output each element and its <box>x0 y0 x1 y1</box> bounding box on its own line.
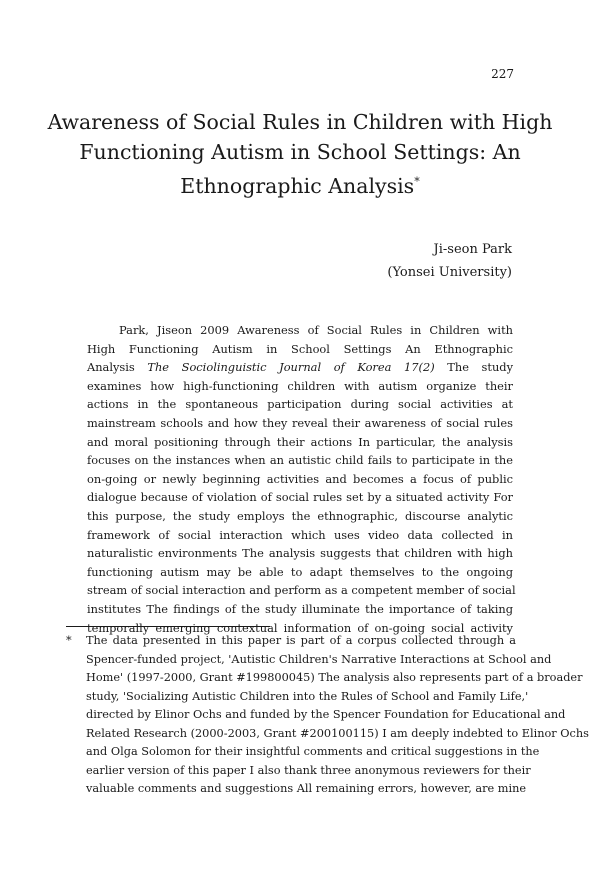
abstract-line: and moral positioning through their actions In particular, the analysis <box>87 434 513 449</box>
author-name: Ji-seon Park <box>433 242 512 257</box>
title-footnote-marker: * <box>414 175 420 188</box>
abstract-line: focuses on the instances when an autistic child fails to participate in the <box>87 453 513 468</box>
abstract-line-tail: The study <box>447 360 514 375</box>
abstract-line: this purpose, the study employs the ethnographic, discourse analytic <box>87 508 513 523</box>
abstract-line-with-journal <box>87 358 513 377</box>
footnote-marker: * <box>66 634 72 647</box>
footnote-line: Spencer-funded project, 'Autistic Children's Narrative Interactions at School and <box>86 652 552 666</box>
footnote-line: Home' (1997-2000, Grant #199800045) The analysis also represents part of a broader <box>86 671 583 684</box>
footnote-line: directed by Elinor Ochs and funded by the Spencer Foundation for Educational and <box>86 708 566 721</box>
footnote-body <box>86 632 589 799</box>
abstract-line: functioning autism may be able to adapt themselves to the ongoing <box>87 564 513 579</box>
abstract-line: mainstream schools and how they reveal their awareness of social rules <box>87 415 513 430</box>
footnote-line: earlier version of this paper I also thank three anonymous reviewers for their <box>86 763 531 777</box>
author-affiliation: (Yonsei University) <box>387 265 512 280</box>
abstract-line: naturalistic environments The analysis suggests that children with high <box>87 546 513 561</box>
footnote <box>66 632 589 799</box>
title-line-3: Ethnographic Analysis <box>180 173 415 198</box>
footnote-line: study, 'Socializing Autistic Children into the Rules of School and Family Life,' <box>86 689 529 703</box>
page-number: 227 <box>491 67 514 81</box>
abstract-line: Park, Jiseon 2009 Awareness of Social Rules in Children with <box>119 323 513 337</box>
paper-title <box>40 107 560 201</box>
abstract-line: examines how high-functioning children with autism organize their <box>87 378 513 393</box>
author-block <box>387 238 512 284</box>
abstract-line: actions in the spontaneous participation during social activities at <box>87 397 513 412</box>
footnote-line: Related Research (2000-2003, Grant #200100115) I am deeply indebted to Elinor Ochs <box>86 726 589 740</box>
title-line-1: Awareness of Social Rules in Children with High <box>47 110 553 134</box>
abstract <box>87 321 516 637</box>
title-line-2: Functioning Autism in School Settings: An <box>79 140 521 164</box>
journal-volume: 17(2) <box>404 360 435 375</box>
footnote-line: The data presented in this paper is part of a corpus collected through a <box>86 634 516 647</box>
journal-name: The Sociolinguistic Journal of Korea <box>147 360 392 375</box>
footnote-line: and Olga Solomon for their insightful comments and critical suggestions in the <box>86 745 540 758</box>
abstract-line: framework of social interaction which uses video data collected in <box>87 527 513 542</box>
abstract-line: dialogue because of violation of social rules set by a situated activity For <box>87 490 513 505</box>
abstract-line: Analysis <box>87 360 135 375</box>
abstract-line: institutes The findings of the study illuminate the importance of taking <box>87 601 513 616</box>
abstract-line: on-going or newly beginning activities and becomes a focus of public <box>87 471 513 486</box>
footnote-line: valuable comments and suggestions All remaining errors, however, are mine <box>86 782 527 795</box>
abstract-line: temporally emerging contextual information of on-going social activity <box>87 620 513 635</box>
abstract-line: High Functioning Autism in School Settings An Ethnographic <box>87 341 513 356</box>
abstract-line: stream of social interaction and perform as a competent member of social <box>87 583 516 598</box>
footnote-divider <box>66 626 270 627</box>
